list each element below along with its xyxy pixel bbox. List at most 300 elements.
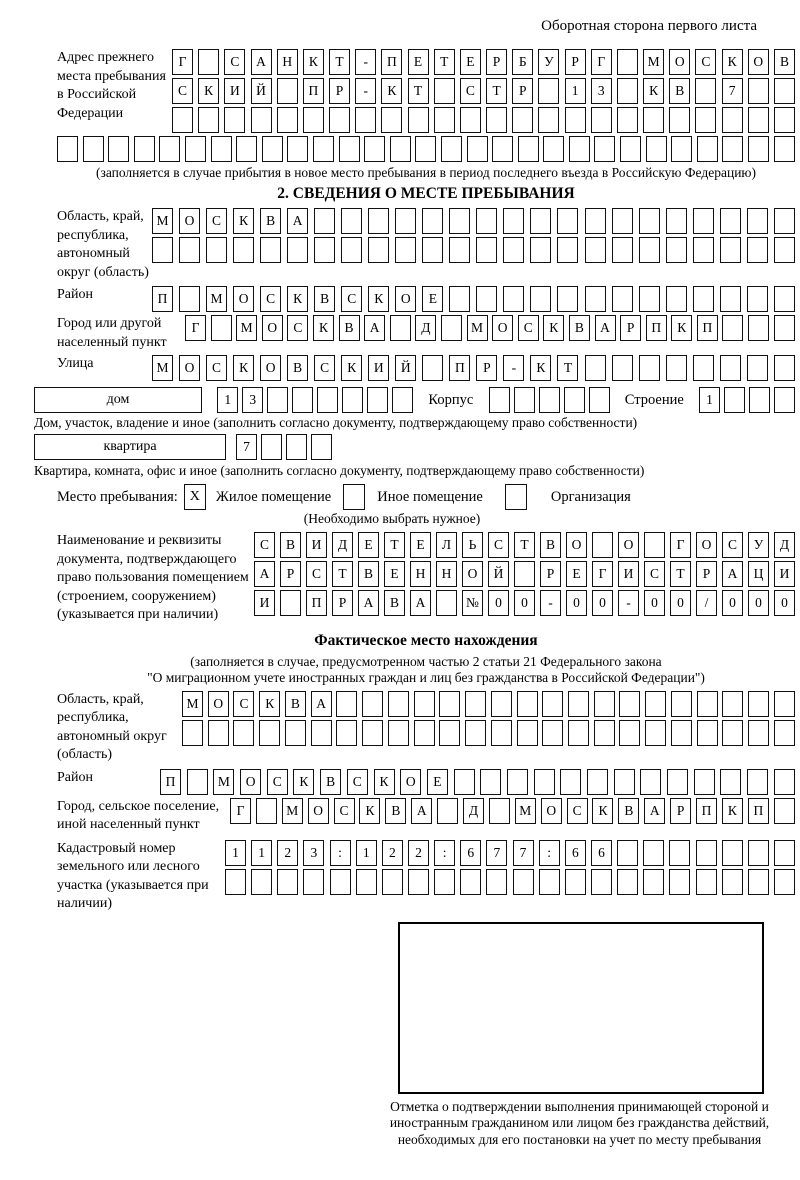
form-cell[interactable]: К: [368, 286, 389, 312]
form-cell[interactable]: [748, 315, 769, 341]
form-cell[interactable]: [669, 107, 690, 133]
form-cell[interactable]: [534, 769, 555, 795]
form-cell[interactable]: [774, 769, 795, 795]
form-cell[interactable]: [565, 869, 586, 895]
form-cell[interactable]: Е: [566, 561, 587, 587]
form-cell[interactable]: [720, 769, 741, 795]
form-cell[interactable]: [538, 107, 559, 133]
form-cell[interactable]: А: [358, 590, 379, 616]
form-cell[interactable]: [422, 208, 443, 234]
form-cell[interactable]: В: [287, 355, 308, 381]
form-cell[interactable]: [277, 107, 298, 133]
form-cell[interactable]: [557, 237, 578, 263]
form-cell[interactable]: [314, 237, 335, 263]
form-cell[interactable]: [568, 720, 589, 746]
form-cell[interactable]: [465, 691, 486, 717]
form-cell[interactable]: В: [540, 532, 561, 558]
form-cell[interactable]: 0: [514, 590, 535, 616]
form-cell[interactable]: [465, 720, 486, 746]
form-cell[interactable]: [436, 590, 457, 616]
form-cell[interactable]: [492, 136, 513, 162]
form-cell[interactable]: [722, 691, 743, 717]
form-cell[interactable]: [722, 315, 743, 341]
form-cell[interactable]: [480, 769, 501, 795]
form-cell[interactable]: [774, 691, 795, 717]
form-cell[interactable]: [256, 798, 277, 824]
form-cell[interactable]: С: [347, 769, 368, 795]
form-cell[interactable]: [612, 208, 633, 234]
form-cell[interactable]: [722, 840, 743, 866]
form-cell[interactable]: П: [152, 286, 173, 312]
form-cell[interactable]: [643, 107, 664, 133]
form-cell[interactable]: [57, 136, 78, 162]
form-cell[interactable]: [261, 434, 282, 460]
form-cell[interactable]: С: [254, 532, 275, 558]
form-cell[interactable]: [368, 208, 389, 234]
form-cell[interactable]: Т: [332, 561, 353, 587]
form-cell[interactable]: [364, 136, 385, 162]
form-cell[interactable]: [774, 78, 795, 104]
form-cell[interactable]: 3: [591, 78, 612, 104]
form-cell[interactable]: :: [434, 840, 455, 866]
form-cell[interactable]: [748, 78, 769, 104]
form-cell[interactable]: К: [303, 49, 324, 75]
form-cell[interactable]: [617, 840, 638, 866]
form-cell[interactable]: [774, 315, 795, 341]
form-cell[interactable]: П: [381, 49, 402, 75]
form-cell[interactable]: [568, 691, 589, 717]
form-cell[interactable]: Н: [410, 561, 431, 587]
form-cell[interactable]: [388, 691, 409, 717]
form-cell[interactable]: В: [260, 208, 281, 234]
form-cell[interactable]: [774, 355, 795, 381]
form-cell[interactable]: [774, 720, 795, 746]
form-cell[interactable]: С: [314, 355, 335, 381]
form-cell[interactable]: М: [152, 355, 173, 381]
form-cell[interactable]: [539, 387, 560, 413]
form-cell[interactable]: [134, 136, 155, 162]
form-cell[interactable]: Д: [332, 532, 353, 558]
form-cell[interactable]: 0: [566, 590, 587, 616]
form-cell[interactable]: С: [722, 532, 743, 558]
form-cell[interactable]: 1: [356, 840, 377, 866]
form-cell[interactable]: [395, 237, 416, 263]
form-cell[interactable]: [303, 107, 324, 133]
form-cell[interactable]: Е: [427, 769, 448, 795]
form-cell[interactable]: П: [306, 590, 327, 616]
form-cell[interactable]: 6: [591, 840, 612, 866]
form-cell[interactable]: И: [224, 78, 245, 104]
form-cell[interactable]: П: [160, 769, 181, 795]
form-cell[interactable]: [392, 387, 413, 413]
form-cell[interactable]: [530, 237, 551, 263]
form-cell[interactable]: [538, 78, 559, 104]
form-cell[interactable]: 7: [486, 840, 507, 866]
form-cell[interactable]: [643, 840, 664, 866]
form-cell[interactable]: С: [224, 49, 245, 75]
form-cell[interactable]: О: [395, 286, 416, 312]
form-cell[interactable]: П: [748, 798, 769, 824]
form-cell[interactable]: И: [254, 590, 275, 616]
form-cell[interactable]: А: [364, 315, 385, 341]
form-cell[interactable]: [390, 315, 411, 341]
form-cell[interactable]: В: [314, 286, 335, 312]
form-cell[interactable]: М: [206, 286, 227, 312]
form-cell[interactable]: [251, 869, 272, 895]
form-cell[interactable]: [720, 286, 741, 312]
form-cell[interactable]: [449, 237, 470, 263]
form-cell[interactable]: Т: [670, 561, 691, 587]
form-cell[interactable]: М: [282, 798, 303, 824]
form-cell[interactable]: [774, 237, 795, 263]
form-cell[interactable]: [454, 769, 475, 795]
form-cell[interactable]: Й: [251, 78, 272, 104]
form-cell[interactable]: М: [182, 691, 203, 717]
form-cell[interactable]: [594, 136, 615, 162]
form-cell[interactable]: [211, 136, 232, 162]
form-cell[interactable]: [449, 208, 470, 234]
form-cell[interactable]: [362, 691, 383, 717]
form-cell[interactable]: 7: [513, 840, 534, 866]
form-cell[interactable]: [179, 286, 200, 312]
form-cell[interactable]: [585, 208, 606, 234]
form-cell[interactable]: О: [308, 798, 329, 824]
form-cell[interactable]: [434, 869, 455, 895]
form-cell[interactable]: Д: [463, 798, 484, 824]
form-cell[interactable]: Г: [185, 315, 206, 341]
form-cell[interactable]: [449, 286, 470, 312]
form-cell[interactable]: [341, 208, 362, 234]
form-cell[interactable]: Р: [565, 49, 586, 75]
form-cell[interactable]: К: [643, 78, 664, 104]
form-cell[interactable]: В: [280, 532, 301, 558]
form-cell[interactable]: В: [385, 798, 406, 824]
form-cell[interactable]: Г: [670, 532, 691, 558]
form-cell[interactable]: [503, 286, 524, 312]
form-cell[interactable]: К: [359, 798, 380, 824]
form-cell[interactable]: Р: [670, 798, 691, 824]
form-cell[interactable]: [557, 208, 578, 234]
form-cell[interactable]: [314, 208, 335, 234]
form-cell[interactable]: [503, 208, 524, 234]
form-cell[interactable]: Е: [422, 286, 443, 312]
form-cell[interactable]: [774, 208, 795, 234]
form-cell[interactable]: Е: [460, 49, 481, 75]
form-cell[interactable]: [277, 869, 298, 895]
form-cell[interactable]: [408, 869, 429, 895]
form-cell[interactable]: [260, 237, 281, 263]
form-cell[interactable]: Р: [476, 355, 497, 381]
form-cell[interactable]: [108, 136, 129, 162]
form-cell[interactable]: Д: [774, 532, 795, 558]
form-cell[interactable]: К: [287, 286, 308, 312]
form-cell[interactable]: Т: [486, 78, 507, 104]
form-cell[interactable]: [594, 691, 615, 717]
form-cell[interactable]: М: [467, 315, 488, 341]
form-cell[interactable]: [476, 286, 497, 312]
form-cell[interactable]: О: [696, 532, 717, 558]
form-cell[interactable]: С: [695, 49, 716, 75]
form-cell[interactable]: [645, 720, 666, 746]
form-cell[interactable]: [720, 208, 741, 234]
form-cell[interactable]: [748, 720, 769, 746]
form-cell[interactable]: [514, 561, 535, 587]
form-cell[interactable]: [747, 355, 768, 381]
form-cell[interactable]: О: [669, 49, 690, 75]
form-cell[interactable]: [592, 532, 613, 558]
form-cell[interactable]: [617, 49, 638, 75]
form-cell[interactable]: Г: [591, 49, 612, 75]
checkbox-inoe[interactable]: [343, 484, 365, 510]
form-cell[interactable]: [693, 208, 714, 234]
form-cell[interactable]: А: [254, 561, 275, 587]
form-cell[interactable]: [414, 691, 435, 717]
form-cell[interactable]: [565, 107, 586, 133]
form-cell[interactable]: :: [330, 840, 351, 866]
form-cell[interactable]: О: [492, 315, 513, 341]
form-cell[interactable]: К: [233, 208, 254, 234]
form-cell[interactable]: [225, 869, 246, 895]
form-cell[interactable]: П: [696, 798, 717, 824]
form-cell[interactable]: [667, 769, 688, 795]
form-cell[interactable]: [182, 720, 203, 746]
form-cell[interactable]: [585, 237, 606, 263]
form-cell[interactable]: 0: [644, 590, 665, 616]
form-cell[interactable]: С: [206, 355, 227, 381]
form-cell[interactable]: К: [293, 769, 314, 795]
form-cell[interactable]: Т: [514, 532, 535, 558]
form-cell[interactable]: О: [566, 532, 587, 558]
form-cell[interactable]: [747, 208, 768, 234]
form-cell[interactable]: М: [236, 315, 257, 341]
form-cell[interactable]: [639, 286, 660, 312]
form-cell[interactable]: [311, 720, 332, 746]
form-cell[interactable]: С: [488, 532, 509, 558]
form-cell[interactable]: К: [592, 798, 613, 824]
form-cell[interactable]: В: [339, 315, 360, 341]
form-cell[interactable]: [619, 720, 640, 746]
form-cell[interactable]: [339, 136, 360, 162]
form-cell[interactable]: [639, 237, 660, 263]
form-cell[interactable]: [591, 869, 612, 895]
form-cell[interactable]: [720, 237, 741, 263]
form-cell[interactable]: К: [543, 315, 564, 341]
stamp-area-box[interactable]: [398, 922, 764, 1094]
form-cell[interactable]: [185, 136, 206, 162]
form-cell[interactable]: [695, 78, 716, 104]
form-cell[interactable]: [434, 107, 455, 133]
form-cell[interactable]: [612, 355, 633, 381]
form-cell[interactable]: [286, 434, 307, 460]
form-cell[interactable]: Т: [434, 49, 455, 75]
form-cell[interactable]: О: [541, 798, 562, 824]
form-cell[interactable]: /: [696, 590, 717, 616]
form-cell[interactable]: [303, 869, 324, 895]
form-cell[interactable]: 0: [774, 590, 795, 616]
form-cell[interactable]: О: [262, 315, 283, 341]
form-cell[interactable]: [439, 720, 460, 746]
form-cell[interactable]: [336, 691, 357, 717]
form-cell[interactable]: 1: [565, 78, 586, 104]
form-cell[interactable]: [285, 720, 306, 746]
form-cell[interactable]: [395, 208, 416, 234]
form-cell[interactable]: [530, 286, 551, 312]
form-cell[interactable]: 3: [242, 387, 263, 413]
form-cell[interactable]: Б: [512, 49, 533, 75]
form-cell[interactable]: [491, 691, 512, 717]
form-cell[interactable]: О: [618, 532, 639, 558]
form-cell[interactable]: А: [411, 798, 432, 824]
form-cell[interactable]: [696, 840, 717, 866]
form-cell[interactable]: К: [381, 78, 402, 104]
form-cell[interactable]: [287, 237, 308, 263]
form-cell[interactable]: [774, 136, 795, 162]
form-cell[interactable]: [748, 869, 769, 895]
form-cell[interactable]: И: [774, 561, 795, 587]
form-cell[interactable]: [749, 387, 770, 413]
form-cell[interactable]: [722, 720, 743, 746]
form-cell[interactable]: [422, 237, 443, 263]
form-cell[interactable]: [437, 798, 458, 824]
form-cell[interactable]: [503, 237, 524, 263]
form-cell[interactable]: [415, 136, 436, 162]
form-cell[interactable]: Р: [512, 78, 533, 104]
form-cell[interactable]: 6: [460, 840, 481, 866]
form-cell[interactable]: Ь: [462, 532, 483, 558]
form-cell[interactable]: Р: [332, 590, 353, 616]
form-cell[interactable]: И: [368, 355, 389, 381]
form-cell[interactable]: [441, 136, 462, 162]
form-cell[interactable]: Р: [620, 315, 641, 341]
form-cell[interactable]: [251, 107, 272, 133]
form-cell[interactable]: 3: [303, 840, 324, 866]
form-cell[interactable]: В: [358, 561, 379, 587]
form-cell[interactable]: [341, 237, 362, 263]
form-cell[interactable]: К: [530, 355, 551, 381]
form-cell[interactable]: [460, 869, 481, 895]
form-cell[interactable]: [336, 720, 357, 746]
form-cell[interactable]: [722, 136, 743, 162]
form-cell[interactable]: [367, 387, 388, 413]
form-cell[interactable]: [542, 720, 563, 746]
form-cell[interactable]: [591, 107, 612, 133]
form-cell[interactable]: [640, 769, 661, 795]
form-cell[interactable]: Е: [384, 561, 405, 587]
form-cell[interactable]: 0: [592, 590, 613, 616]
form-cell[interactable]: 2: [408, 840, 429, 866]
form-cell[interactable]: [774, 798, 795, 824]
form-cell[interactable]: [671, 691, 692, 717]
form-cell[interactable]: 6: [565, 840, 586, 866]
form-cell[interactable]: [152, 237, 173, 263]
form-cell[interactable]: [646, 136, 667, 162]
form-cell[interactable]: 0: [488, 590, 509, 616]
form-cell[interactable]: [476, 237, 497, 263]
form-cell[interactable]: [666, 237, 687, 263]
form-cell[interactable]: [617, 107, 638, 133]
form-cell[interactable]: М: [643, 49, 664, 75]
form-cell[interactable]: [513, 869, 534, 895]
form-cell[interactable]: [408, 107, 429, 133]
checkbox-zhiloe[interactable]: X: [184, 484, 206, 510]
form-cell[interactable]: [83, 136, 104, 162]
form-cell[interactable]: [342, 387, 363, 413]
form-cell[interactable]: 0: [748, 590, 769, 616]
form-cell[interactable]: [208, 720, 229, 746]
form-cell[interactable]: -: [618, 590, 639, 616]
form-cell[interactable]: [224, 107, 245, 133]
form-cell[interactable]: [774, 286, 795, 312]
form-cell[interactable]: О: [260, 355, 281, 381]
form-cell[interactable]: [639, 208, 660, 234]
form-cell[interactable]: [390, 136, 411, 162]
form-cell[interactable]: [569, 136, 590, 162]
form-cell[interactable]: [557, 286, 578, 312]
form-cell[interactable]: Г: [230, 798, 251, 824]
form-cell[interactable]: [362, 720, 383, 746]
form-cell[interactable]: О: [748, 49, 769, 75]
form-cell[interactable]: [460, 107, 481, 133]
form-cell[interactable]: С: [233, 691, 254, 717]
form-cell[interactable]: [267, 387, 288, 413]
form-cell[interactable]: У: [748, 532, 769, 558]
form-cell[interactable]: [355, 107, 376, 133]
form-cell[interactable]: [722, 869, 743, 895]
form-cell[interactable]: [434, 78, 455, 104]
form-cell[interactable]: [317, 387, 338, 413]
form-cell[interactable]: К: [259, 691, 280, 717]
form-cell[interactable]: [422, 355, 443, 381]
form-cell[interactable]: №: [462, 590, 483, 616]
form-cell[interactable]: [693, 286, 714, 312]
form-cell[interactable]: [694, 769, 715, 795]
form-cell[interactable]: О: [462, 561, 483, 587]
form-cell[interactable]: [666, 208, 687, 234]
form-cell[interactable]: С: [518, 315, 539, 341]
form-cell[interactable]: М: [213, 769, 234, 795]
form-cell[interactable]: А: [595, 315, 616, 341]
form-cell[interactable]: Т: [329, 49, 350, 75]
form-cell[interactable]: [589, 387, 610, 413]
form-cell[interactable]: Т: [557, 355, 578, 381]
form-cell[interactable]: [262, 136, 283, 162]
form-cell[interactable]: Е: [358, 532, 379, 558]
form-cell[interactable]: Т: [408, 78, 429, 104]
form-cell[interactable]: -: [355, 49, 376, 75]
form-cell[interactable]: [774, 869, 795, 895]
form-cell[interactable]: -: [503, 355, 524, 381]
form-cell[interactable]: 7: [722, 78, 743, 104]
form-cell[interactable]: В: [774, 49, 795, 75]
form-cell[interactable]: С: [460, 78, 481, 104]
form-cell[interactable]: Т: [384, 532, 405, 558]
form-cell[interactable]: [612, 286, 633, 312]
form-cell[interactable]: [388, 720, 409, 746]
form-cell[interactable]: [697, 691, 718, 717]
form-cell[interactable]: С: [287, 315, 308, 341]
form-cell[interactable]: Н: [277, 49, 298, 75]
form-cell[interactable]: [530, 208, 551, 234]
form-cell[interactable]: 7: [236, 434, 257, 460]
form-cell[interactable]: [697, 720, 718, 746]
form-cell[interactable]: [620, 136, 641, 162]
form-cell[interactable]: [748, 691, 769, 717]
form-cell[interactable]: 2: [277, 840, 298, 866]
form-cell[interactable]: 1: [225, 840, 246, 866]
form-cell[interactable]: А: [287, 208, 308, 234]
form-cell[interactable]: Р: [696, 561, 717, 587]
form-cell[interactable]: [774, 387, 795, 413]
